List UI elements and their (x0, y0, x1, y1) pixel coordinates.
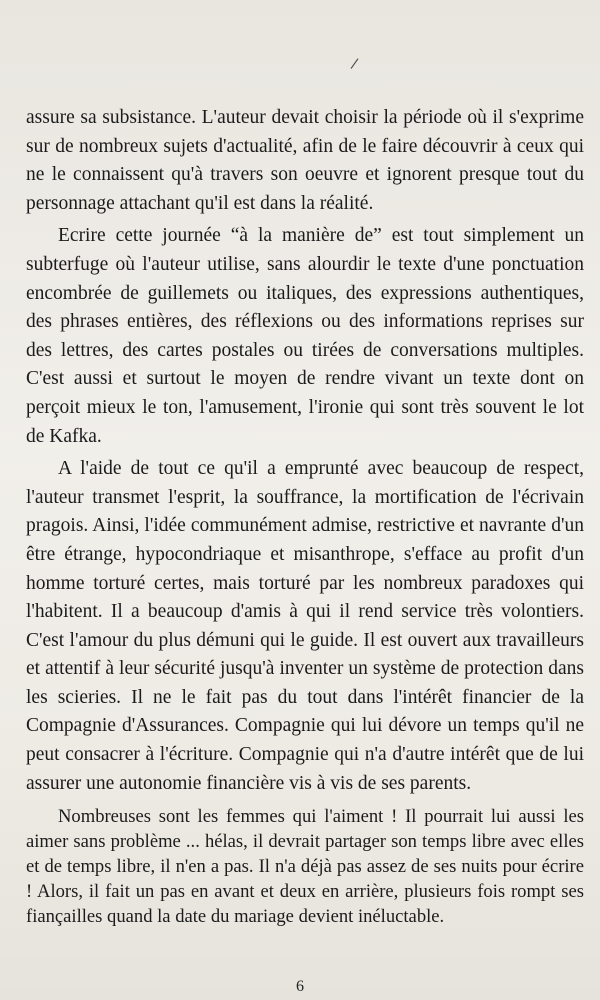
paragraph-continuation: assure sa subsistance. L'auteur devait choisir la période où il s'exprime sur de nombreux sujets d'actualité, afin de le faire découvrir à ceux qui ne le connaissent qu'à travers son oeuvre et ignorent presque tout du personnage attachant qu'il est dans la réalité. (26, 107, 584, 214)
pencil-mark: / (349, 55, 360, 73)
body-text (26, 104, 584, 929)
paragraph-writing-style: Ecrire cette journée “à la manière de” est tout simplement un subterfuge où l'auteur utilise, sans alourdir le texte d'une ponctuation encombrée de guillemets ou italiques, des expressions authentiques, des phrases entières, des réflexions ou des informations reprises sur des lettres, des cartes postales ou tirées de conversations multiples. C'est aussi et surtout le moyen de rendre vivant un texte dont on perçoit mieux le ton, l'amusement, l'ironie qui sont très souvent le lot de Kafka. (26, 225, 584, 447)
page-number: 6 (296, 978, 304, 995)
paragraph-kafka-portrait: A l'aide de tout ce qu'il a emprunté avec beaucoup de respect, l'auteur transmet l'esprit, la souffrance, la mortification de l'écrivain pragois. Ainsi, l'idée communément admise, restrictive et navrante d'un être étrange, hypocondriaque et misanthrope, s'efface au profit d'un homme torturé certes, mais torturé par les nombreux paradoxes qui l'habitent. Il a beaucoup d'amis à qui il rend service très volontiers. C'est l'amour du plus démuni qui le guide. Il est ouvert aux travailleurs et attentif à leur sécurité jusqu'à inventer un système de protection dans les scieries. Il ne le fait pas du tout dans l'intérêt financier de la Compagnie d'Assurances. Compagnie qui lui dévore un temps qu'il ne peut consacrer à l'écriture. Compagnie qui n'a d'autre intérêt que de lui assurer une autonomie financière vis à vis de ses parents. (26, 458, 584, 794)
paragraph-women: Nombreuses sont les femmes qui l'aiment ! Il pourrait lui aussi les aimer sans problème ... hélas, il devrait partager son temps libre avec elles et de temps libre, il n'en a pas. Il n'a déjà pas assez de ses nuits pour écrire ! Alors, il fait un pas en avant et deux en arrière, plusieurs fois rompt ses fiançailles quand la date du mariage devient inéluctable. (26, 806, 584, 928)
